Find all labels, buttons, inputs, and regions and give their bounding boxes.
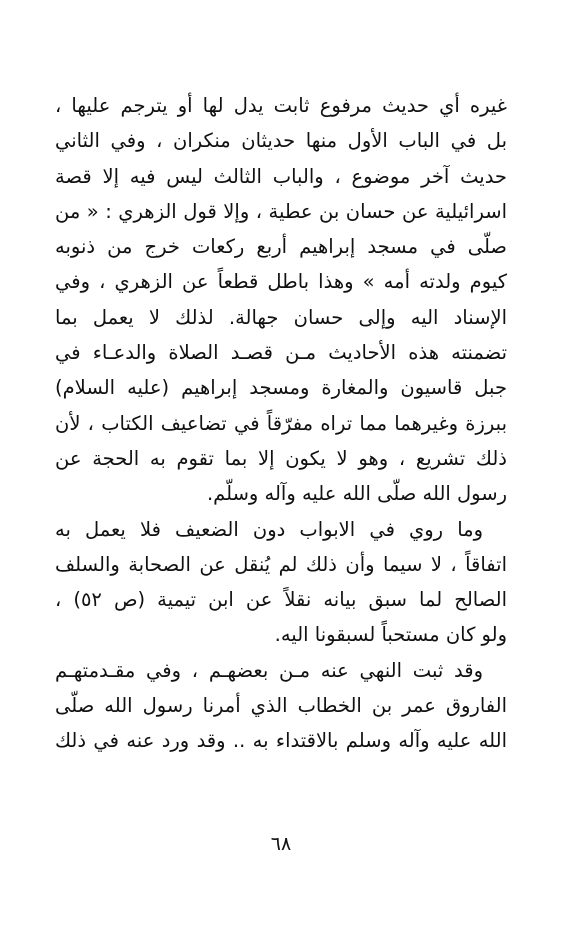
text-line: صلّى في مسجد إبراهيم أربع ركعات خرج من ذنوبه [55,235,507,259]
text-line: الإسناد اليه وإلى حسان جهالة. لذلك لا يعمل بما [55,305,507,329]
text-line: بل في الباب الأول منها حديثان منكران ، وفي الثاني [55,129,507,153]
text-line: جبل قاسيون والمغارة ومسجد إبراهيم (عليه السلام) [55,376,507,400]
text-line: رسول الله صلّى الله عليه وآله وسلّم. [206,482,507,506]
main-text [55,88,507,759]
text-line: غيره أي حديث مرفوع ثابت يدل لها أو يترجم عليها ، [55,94,507,117]
text-line: الصالح لما سبق بيانه نقلاً عن ابن تيمية (ص ٥٢) ، [55,588,507,612]
text-line: ولو كان مستحباً لسبقونا اليه. [274,623,507,647]
text-line: وما روي في الابواب دون الضعيف فلا يعمل به [55,517,483,541]
text-line: اتفاقاً ، لا سيما وأن ذلك لم يُنقل عن الصحابة والسلف [55,552,507,576]
text-line: حديث آخر موضوع ، والباب الثالث ليس فيه إلا قصة [55,164,507,188]
paragraph-2 [55,512,507,653]
paragraph-1 [55,88,507,512]
text-line: الله عليه وآله وسلم بالاقتداء به .. وقد ورد عنه في ذلك [55,729,507,753]
paragraph-3 [55,653,507,759]
text-line: ذلك تشريع ، وهو لا يكون إلا بما تقوم به الحجة عن [55,446,507,470]
text-line: اسرائيلية عن حسان بن عطية ، وإلا قول الزهري : « من [55,199,507,223]
text-line: تضمنته هذه الأحاديث مـن قصـد الصلاة والدعـاء في [55,341,507,365]
text-line: وقد ثبت النهي عنه مـن بعضهـم ، وفي مقـدمتهـم [55,658,483,682]
text-line: الفاروق عمر بن الخطاب الذي أمرنا رسول الله صلّى [55,694,507,718]
page-number: ٦٨ [270,833,292,855]
text-line: كيوم ولدته أمه » وهذا باطل قطعاً عن الزهري ، وفي [55,270,507,294]
text-line: ببرزة وغيرهما مما تراه مفرّقاً في تضاعيف الكتاب ، لأن [55,411,507,435]
